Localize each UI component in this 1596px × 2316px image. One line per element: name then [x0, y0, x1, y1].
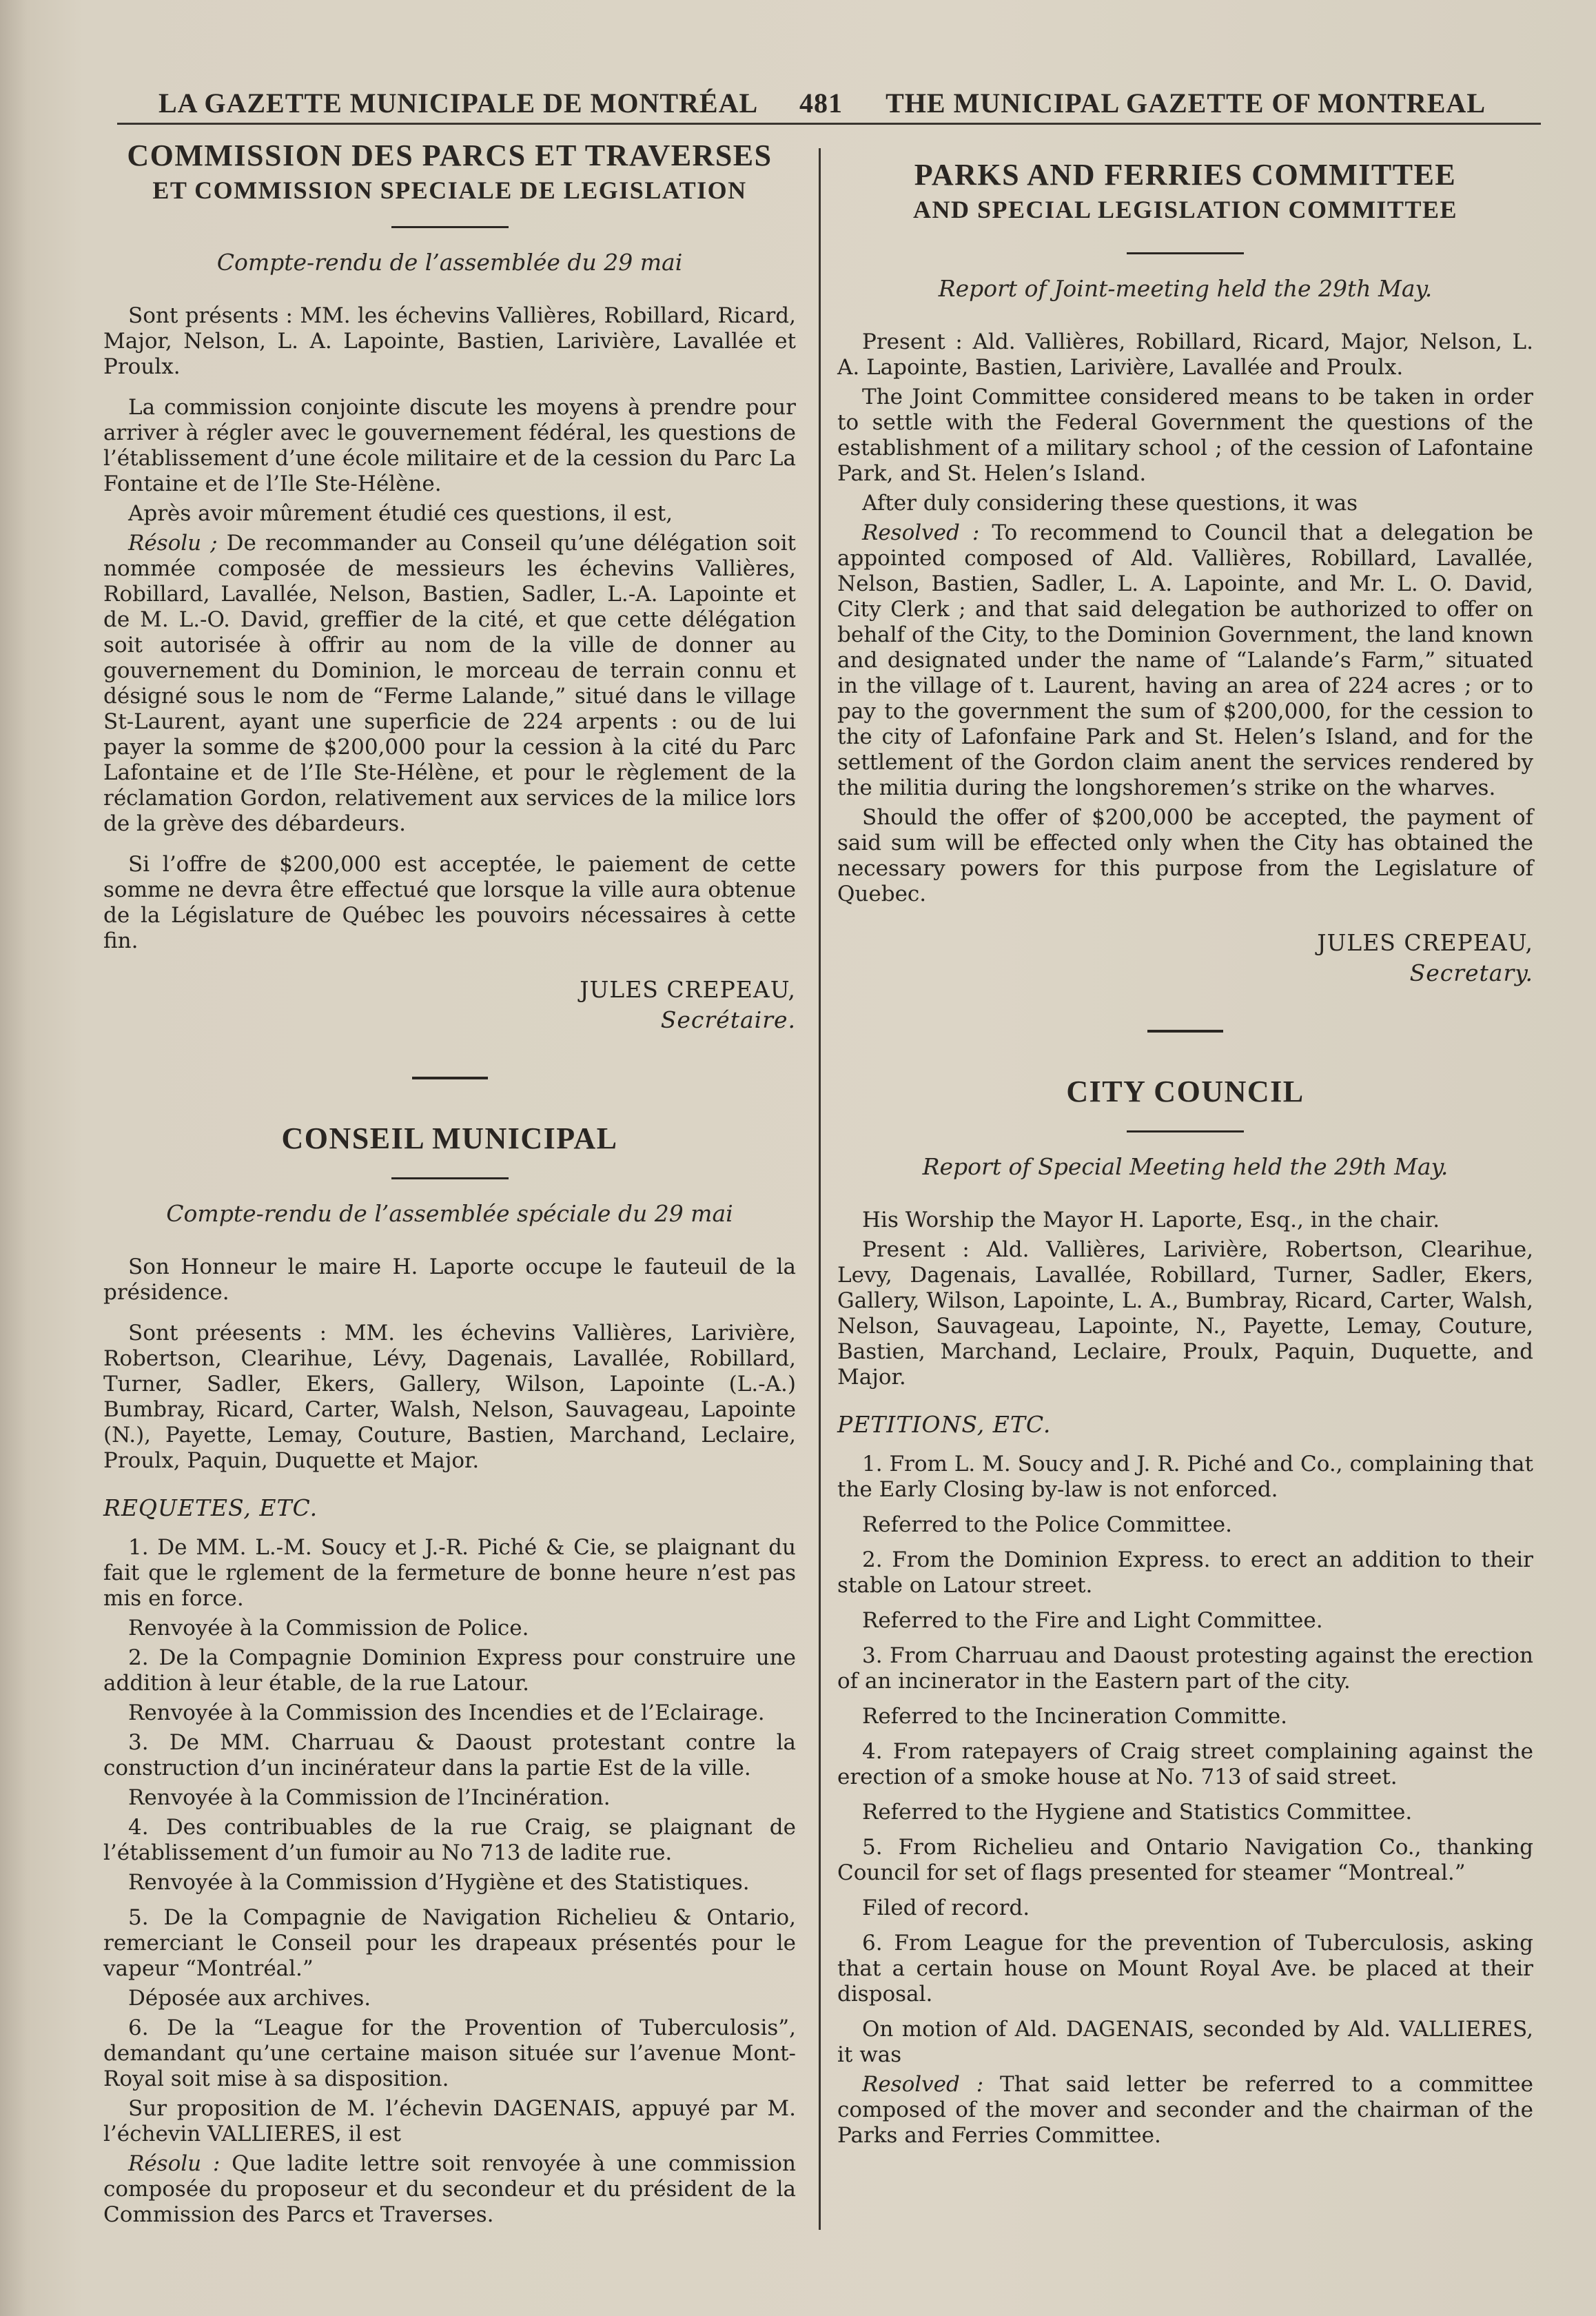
fr-council-resolved-label: Résolu : [128, 2151, 221, 2176]
fr-council-rule [391, 1177, 509, 1179]
list-item: 3. From Charruau and Daoust protesting against the erection of an incinerator in the Eastern part of the city. [837, 1643, 1533, 1694]
en-parks-rule [1127, 252, 1244, 254]
fr-parks-offer: Si l’offre de $200,000 est acceptée, le paiement de cette somme ne devra être effectué que lorsque la ville aura obtenue de la Législature de Québec les pouvoirs nécessaires à cette fin. [103, 852, 796, 953]
en-parks-report-date: Report of Joint-meeting held the 29th May. [938, 275, 1433, 302]
en-parks-body [837, 329, 1533, 907]
en-council-body [837, 1208, 1533, 1390]
en-parks-offer: Should the offer of $200,000 be accepted, the payment of said sum will be effected only when the City has obtained the necessary powers for this purpose from the Legislature of Quebec. [837, 805, 1533, 906]
list-item: 2. De la Compagnie Dominion Express pour construire une addition à leur étable, de la rue Latour. [103, 1645, 796, 1696]
page-number: 481 [799, 88, 843, 119]
column-divider [819, 148, 821, 2230]
en-parks-subtitle-heading: AND SPECIAL LEGISLATION COMMITTEE [913, 196, 1457, 223]
fr-council-chair: Son Honneur le maire H. Laporte occupe le fauteuil de la présidence. [103, 1254, 796, 1305]
list-item: Renvoyée à la Commission d’Hygiène et des Statistiques. [128, 1870, 750, 1895]
running-header [117, 77, 1493, 125]
en-council-resolved-text: That said letter be referred to a committee composed of the mover and seconder and the chairman of the Parks and Ferries Committee. [837, 2072, 1533, 2148]
fr-section-separator [412, 1077, 488, 1079]
fr-parks-resolved-label: Résolu ; [128, 531, 218, 556]
french-column [103, 138, 796, 2232]
list-item: Referred to the Hygiene and Statistics Committee. [862, 1800, 1413, 1825]
en-parks-present: Present : Ald. Vallières, Robillard, Ricard, Major, Nelson, L. A. Lapointe, Bastien, Larivière, Lavallée and Proulx. [837, 329, 1533, 380]
list-item: 4. From ratepayers of Craig street complaining against the erection of a smoke house at No. 713 of said street. [837, 1739, 1533, 1789]
en-petitions-list [837, 1452, 1533, 2149]
list-item: Referred to the Fire and Light Committee. [862, 1608, 1323, 1633]
en-parks-resolved-label: Resolved : [862, 520, 980, 545]
fr-council-report-date: Compte-rendu de l’assemblée spéciale du 29 mai [166, 1200, 733, 1227]
fr-parks-signature-block [103, 975, 796, 1035]
list-item: Filed of record. [862, 1896, 1030, 1920]
en-parks-resolved-text: To recommend to Council that a delegation be appointed composed of Ald. Vallières, Robillard, Lavallée, Nelson, Bastien, Sadler, L. A. Lapointe, and Mr. L. O. David, City Clerk ; and that said delegation be authorized to offer on behalf of the City, to the Dominion Government, the land known and designated under the name of “Lalande’s Farm,” situated in the village of t. Laurent, having an area of 224 acres ; or to pay to the government the sum of $200,000, for the cession to the city of Lafonfaine Park and St. Helen’s Island, and for the settlement of the Gordon claim anent the services rendered by the militia during the longshoremen’s strike on the wharves. [837, 520, 1533, 800]
en-council-title: CITY COUNCIL [1066, 1075, 1305, 1108]
fr-council-resolved-text: Que ladite lettre soit renvoyée à une commission composée du proposeur et du secondeur et du président de la Commission des Parcs et Traverses. [103, 2151, 796, 2227]
list-item: Renvoyée à la Commission de l’Incinération. [128, 1785, 611, 1810]
en-council-rule [1127, 1130, 1244, 1132]
english-column [837, 157, 1533, 2153]
en-parks-discussion: The Joint Committee considered means to be taken in order to settle with the Federal Government the questions of the establishment of a military school ; of the cession of Lafontaine Park, and St. Helen’s Island. [837, 385, 1533, 486]
fr-parks-title: COMMISSION DES PARCS ET TRAVERSES [127, 139, 773, 172]
list-item: 5. De la Compagnie de Navigation Richelieu & Ontario, remerciant le Conseil pour les drapeaux présentés pour le vapeur “Montréal.” [103, 1905, 796, 1981]
fr-council-present: Sont préesents : MM. les échevins Vallières, Larivière, Robertson, Clearihue, Lévy, Dagenais, Lavallée, Robillard, Turner, Sadler, Ekers, Gallery, Wilson, Lapointe (L.-A.) Bumbray, Ricard, Carter, Walsh, Nelson, Sauvageau, Lapointe (N.), Payette, Lemay, Couture, Bastien, Marchand, Leclaire, Proulx, Paquin, Duquette et Major. [103, 1321, 796, 1473]
fr-parks-present: Sont présents : MM. les échevins Vallières, Robillard, Ricard, Major, Nelson, L. A. Lapointe, Bastien, Larivière, Lavallée et Proulx. [103, 303, 796, 379]
fr-council-resolution [103, 2151, 796, 2228]
en-parks-role: Secretary. [1409, 959, 1533, 986]
list-item: Renvoyée à la Commission de Police. [128, 1616, 529, 1640]
list-item: 2. From the Dominion Express. to erect an addition to their stable on Latour street. [837, 1547, 1533, 1598]
fr-parks-signature: JULES CREPEAU, [580, 976, 796, 1003]
list-item: Referred to the Incineration Committe. [862, 1704, 1287, 1729]
en-council-resolved-label: Resolved : [862, 2072, 984, 2097]
list-item: 1. From L. M. Soucy and J. R. Piché and Co., complaining that the Early Closing by-law is not enforced. [837, 1452, 1533, 1502]
en-petitions-heading: PETITIONS, ETC. [837, 1411, 1052, 1438]
en-parks-signature-block [837, 928, 1533, 988]
list-item: 4. Des contribuables de la rue Craig, se plaignant de l’établissement d’un fumoir au No 713 de ladite rue. [103, 1815, 796, 1865]
list-item: Renvoyée à la Commission des Incendies et de l’Eclairage. [128, 1700, 765, 1725]
en-section-separator [1147, 1030, 1223, 1033]
fr-parks-discussion: La commission conjointe discute les moyens à prendre pour arriver à régler avec le gouvernement fédéral, les questions de l’établissement d’une école militaire et de la cession du Parc La Fontaine et de l’Ile Ste-Hélène. [103, 395, 796, 496]
list-item: On motion of Ald. DAGENAIS, seconded by Ald. VALLIERES, it was [837, 2017, 1533, 2067]
list-item: 5. From Richelieu and Ontario Navigation Co., thanking Council for set of flags presented for steamer “Montreal.” [837, 1835, 1533, 1885]
fr-parks-report-date: Compte-rendu de l’assemblée du 29 mai [216, 249, 683, 276]
header-french-title: LA GAZETTE MUNICIPALE DE MONTRÉAL [158, 88, 759, 119]
fr-parks-body [103, 303, 796, 954]
fr-parks-role: Secrétaire. [660, 1006, 796, 1033]
en-parks-signature: JULES CREPEAU, [1317, 929, 1533, 956]
fr-council-title: CONSEIL MUNICIPAL [281, 1121, 618, 1155]
en-parks-considered: After duly considering these questions, it was [862, 491, 1358, 516]
en-council-chair: His Worship the Mayor H. Laporte, Esq., in the chair. [862, 1208, 1440, 1232]
fr-parks-resolved-text: De recommander au Conseil qu’une délégation soit nommée composée de messieurs les échevins Vallières, Robillard, Lavallée, Nelson, Bastien, Sadler, L.-A. Lapointe et de M. L.-O. David, greffier de la cité, et que cette délégation soit autorisée à offrir au nom de la ville de donner au gouvernement du Dominion, le morceau de terrain connu et désigné sous le nom de “Ferme Lalande,” situé dans le village St-Laurent, ayant une superficie de 224 arpents : ou de lui payer la somme de $200,000 pour la cession à la cité du Parc Lafontaine et de l’Ile Ste-Hélène, et pour le règlement de la réclamation Gordon, relativement aux services de la milice lors de la grève des débardeurs. [103, 531, 797, 836]
fr-parks-considered: Après avoir mûrement étudié ces questions, il est, [128, 501, 673, 526]
fr-petitions-heading: REQUETES, ETC. [103, 1494, 318, 1521]
list-item: 1. De MM. L.-M. Soucy et J.-R. Piché & Cie, se plaignant du fait que le rglement de la fermeture de bonne heure n’est pas mis en force. [103, 1535, 796, 1611]
en-council-resolution [837, 2072, 1533, 2149]
fr-parks-rule [391, 226, 509, 228]
fr-petitions-list [103, 1535, 796, 2228]
fr-parks-subtitle-heading: ET COMMISSION SPECIALE DE LEGISLATION [152, 176, 747, 204]
fr-council-body [103, 1254, 796, 1474]
en-council-present: Present : Ald. Vallières, Larivière, Robertson, Clearihue, Levy, Dagenais, Lavallée, Robillard, Turner, Sadler, Ekers, Gallery, Wilson, Lapointe, L. A., Bumbray, Ricard, Carter, Walsh, Nelson, Sauvageau, Lapointe, N., Payette, Lemay, Couture, Bastien, Marchand, Leclaire, Proulx, Paquin, Duquette, and Major. [837, 1237, 1533, 1390]
header-english-title: THE MUNICIPAL GAZETTE OF MONTREAL [886, 88, 1486, 119]
en-parks-resolution [837, 520, 1533, 801]
fr-parks-resolution [103, 531, 796, 837]
list-item: 6. De la “League for the Provention of Tuberculosis”, demandant qu’une certaine maison située sur l’avenue Mont-Royal soit mise à sa disposition. [103, 2015, 796, 2091]
list-item: Sur proposition de M. l’échevin DAGENAIS, appuyé par M. l’échevin VALLIERES, il est [103, 2096, 796, 2146]
en-parks-title: PARKS AND FERRIES COMMITTEE [914, 158, 1457, 192]
list-item: 3. De MM. Charruau & Daoust protestant contre la construction d’un incinérateur dans la partie Est de la ville. [103, 1730, 796, 1780]
header-rule [117, 123, 1541, 125]
en-council-report-date: Report of Special Meeting held the 29th May. [922, 1153, 1449, 1180]
list-item: Referred to the Police Committee. [862, 1512, 1232, 1537]
list-item: Déposée aux archives. [128, 1986, 371, 2011]
list-item: 6. From League for the prevention of Tuberculosis, asking that a certain house on Mount Royal Ave. be placed at their disposal. [837, 1931, 1533, 2007]
